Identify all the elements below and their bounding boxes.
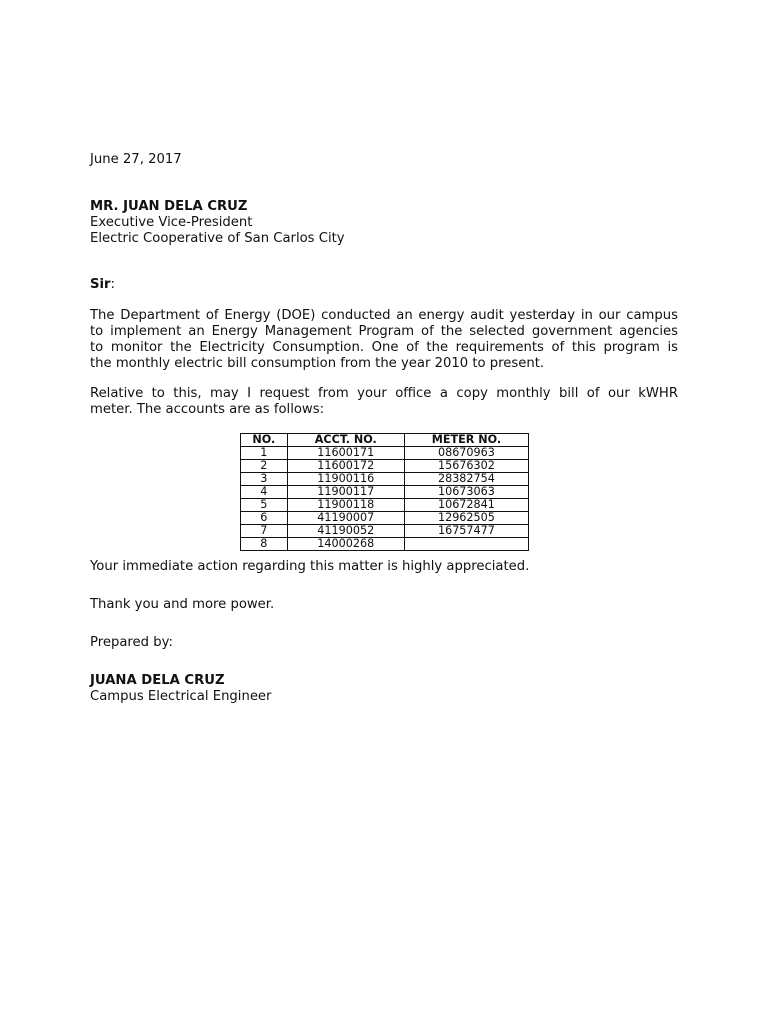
paragraph-line: the monthly electric bill consumption from the year 2010 to present. bbox=[90, 356, 545, 371]
meter-no: 16757477 bbox=[404, 525, 528, 538]
table-row bbox=[241, 512, 529, 525]
recipient-organization: Electric Cooperative of San Carlos City bbox=[90, 231, 345, 246]
acct-no: 11900117 bbox=[287, 486, 404, 499]
row-no: 4 bbox=[241, 486, 288, 499]
acct-no: 11900116 bbox=[287, 473, 404, 486]
thanks-text: Thank you and more power. bbox=[90, 597, 275, 612]
date-text: June 27, 2017 bbox=[90, 152, 182, 167]
meter-no: 12962505 bbox=[404, 512, 528, 525]
acct-no: 41190007 bbox=[287, 512, 404, 525]
signatory-block bbox=[90, 673, 678, 705]
accounts-table bbox=[240, 433, 529, 551]
table-header-row bbox=[241, 434, 529, 447]
meter-no: 10673063 bbox=[404, 486, 528, 499]
table-row bbox=[241, 499, 529, 512]
row-no: 5 bbox=[241, 499, 288, 512]
paragraph-thanks bbox=[90, 597, 678, 613]
row-no: 7 bbox=[241, 525, 288, 538]
header-meter-no: METER NO. bbox=[404, 434, 528, 447]
table-row bbox=[241, 460, 529, 473]
prepared-by-label: Prepared by: bbox=[90, 635, 173, 650]
signatory-title: Campus Electrical Engineer bbox=[90, 689, 272, 704]
signatory-name: JUANA DELA CRUZ bbox=[90, 673, 225, 688]
paragraph-line: Relative to this, may I request from your office a copy monthly bill of our kWHR bbox=[90, 386, 678, 401]
table-row bbox=[241, 538, 529, 551]
table-row bbox=[241, 447, 529, 460]
row-no: 3 bbox=[241, 473, 288, 486]
row-no: 6 bbox=[241, 512, 288, 525]
acct-no: 11600171 bbox=[287, 447, 404, 460]
paragraph-appreciation bbox=[90, 559, 678, 575]
row-no: 2 bbox=[241, 460, 288, 473]
paragraph-line: to monitor the Electricity Consumption. One of the requirements of this program is bbox=[90, 340, 678, 355]
table-row bbox=[241, 525, 529, 538]
row-no: 1 bbox=[241, 447, 288, 460]
salutation bbox=[90, 277, 678, 293]
meter-no bbox=[404, 538, 528, 551]
table-row bbox=[241, 486, 529, 499]
header-no: NO. bbox=[241, 434, 288, 447]
salutation-text: Sir bbox=[90, 277, 111, 292]
table-row bbox=[241, 473, 529, 486]
meter-no: 15676302 bbox=[404, 460, 528, 473]
acct-no: 11600172 bbox=[287, 460, 404, 473]
acct-no: 11900118 bbox=[287, 499, 404, 512]
header-acct-no: ACCT. NO. bbox=[287, 434, 404, 447]
recipient-title: Executive Vice-President bbox=[90, 215, 253, 230]
paragraph-audit bbox=[90, 308, 678, 372]
meter-no: 28382754 bbox=[404, 473, 528, 486]
row-no: 8 bbox=[241, 538, 288, 551]
paragraph-line: The Department of Energy (DOE) conducted an energy audit yesterday in our campus bbox=[90, 308, 678, 323]
salutation-punctuation: : bbox=[110, 277, 115, 292]
meter-no: 10672841 bbox=[404, 499, 528, 512]
recipient-name: MR. JUAN DELA CRUZ bbox=[90, 199, 248, 214]
letter-date bbox=[90, 152, 678, 168]
acct-no: 41190052 bbox=[287, 525, 404, 538]
prepared-by bbox=[90, 635, 678, 651]
paragraph-line: meter. The accounts are as follows: bbox=[90, 402, 325, 417]
meter-no: 08670963 bbox=[404, 447, 528, 460]
acct-no: 14000268 bbox=[287, 538, 404, 551]
recipient-block bbox=[90, 199, 678, 247]
paragraph-line: to implement an Energy Management Program of the selected government agencies bbox=[90, 324, 678, 339]
appreciation-text: Your immediate action regarding this matter is highly appreciated. bbox=[90, 559, 530, 574]
paragraph-request bbox=[90, 386, 678, 418]
